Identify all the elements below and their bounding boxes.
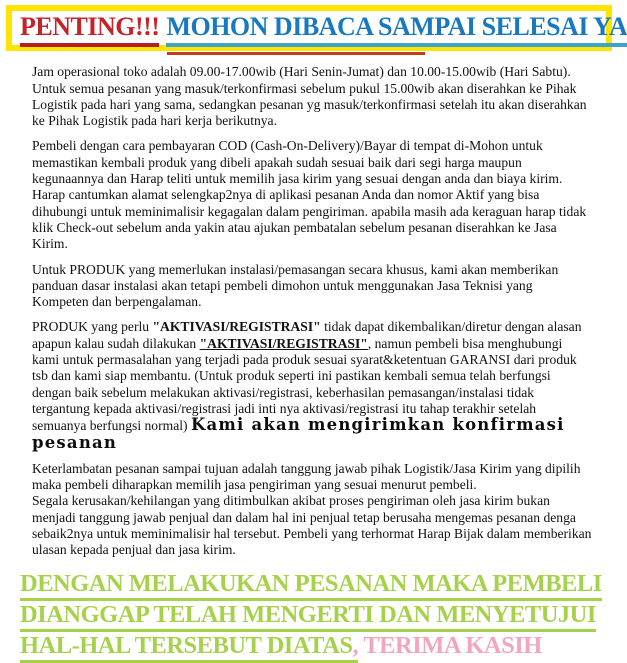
paragraph-operational-hours: Jam operasional toko adalah 09.00-17.00wib (Hari Senin-Jumat) dan 10.00-15.00wib (Hari Sabtu). Untuk semua pesanan yang masuk/terkonfirmasi sebelum pukul 15.00wib akan diserahkan ke Pihak Logistik pada hari yang sama, sedangkan pesanan yg masuk/terkonfirmasi setelah itu akan diserahkan ke Pihak Logistik pada hari kerja berikutnya.	[32, 64, 587, 129]
agreement-line-3-text: HAL-HAL TERSEBUT DIATAS	[20, 632, 353, 663]
decorative-red-divider	[167, 52, 425, 55]
seller-notice-page	[0, 5, 627, 659]
thank-you-text: TERIMA KASIH	[358, 631, 542, 659]
title-banner	[6, 5, 627, 51]
activation-text-3: , namun pembeli bisa menghubungi kami untuk permasalahan yang terjadi pada produk sesuai syarat&ketentuan GARANSI dari produk tsb dan kami siap membantu. (Untuk produk seperti ini pastikan kembali semua telah berfungsi dengan baik sebelum melakukan aktivasi/registrasi, keberhasilan pemasangan/instalasi tidak tergantung kepada aktivasi/registrasi jadi inti nya aktivasi/registrasi itu tahap terakhir setelah semuanya berfungsi normal)	[32, 335, 577, 434]
paragraph-shipping-liability	[32, 461, 592, 559]
activation-keyword-bold: "AKTIVASI/REGISTRASI"	[152, 319, 321, 335]
agreement-statement	[20, 571, 602, 658]
paragraph-activation-policy	[32, 319, 592, 451]
page-title: MOHON DIBACA SAMPAI SELESAI YA	[166, 12, 627, 47]
activation-text-2: tidak dapat dikembalikan/diretur dengan alasan apapun kalau sudah dilakukan	[32, 319, 582, 351]
agreement-line-2-text: DIANGGAP TELAH MENGERTI DAN MENYETUJUI	[20, 601, 596, 632]
agreement-line-1	[20, 571, 602, 596]
title-warning-label: PENTING!!!	[20, 12, 159, 47]
activation-text-1: PRODUK yang perlu	[32, 319, 153, 335]
activation-keyword-underlined: "AKTIVASI/REGISTRASI"	[199, 335, 368, 351]
agreement-comma: ,	[353, 632, 359, 663]
agreement-line-2	[20, 602, 602, 627]
agreement-line-1-text: DENGAN MELAKUKAN PESANAN MAKA PEMBELI	[20, 570, 602, 601]
confirmation-note: Kami akan mengirimkan konfirmasi pesanan	[32, 415, 565, 452]
shipping-delay-text: Keterlambatan pesanan sampai tujuan adalah tanggung jawab pihak Logistik/Jasa Kirim yang dipilih maka pembeli diharapkan memilih jasa pengiriman yang sesuai menurut pembeli.	[32, 460, 581, 493]
agreement-line-3	[20, 633, 602, 658]
paragraph-cod-payment: Pembeli dengan cara pembayaran COD (Cash-On-Delivery)/Bayar di tempat di-Mohon untuk memastikan kembali produk yang dibeli apakah sudah sesuai baik dari segi harga maupun kegunaannya dan Harap teliti untuk memilih jasa kirim yang sesuai dengan anda dan biaya kirim. Harap cantumkan alamat selengkap2nya di aplikasi pesanan Anda dan nomor Aktif yang bisa dihubungi untuk meminimalisir kegagalan dalam pengiriman. apabila masih ada keraguan harap tidak klik Check-out sebelum anda yakin atau ajukan pembatalan sebelum pesanan diserahkan ke Jasa Kirim.	[32, 138, 587, 252]
damage-liability-text: Segala kerusakan/kehilangan yang ditimbulkan akibat proses pengiriman oleh jasa kirim bukan menjadi tanggung jawab penjual dan dalam hal ini penjual tetap berusaha mengemas pesanan denga sebaik2nya untuk meminimalisir hal tersebut. Pembeli yang terhormat Harap Bijak dalam memberikan ulasan kepada penjual dan jasa kirim.	[32, 493, 592, 558]
paragraph-installation: Untuk PRODUK yang memerlukan instalasi/pemasangan secara khusus, kami akan memberikan panduan dasar instalasi akan tetapi pembeli dimohon untuk menggunakan Jasa Teknisi yang Kompeten dan berpengalaman.	[32, 261, 559, 310]
